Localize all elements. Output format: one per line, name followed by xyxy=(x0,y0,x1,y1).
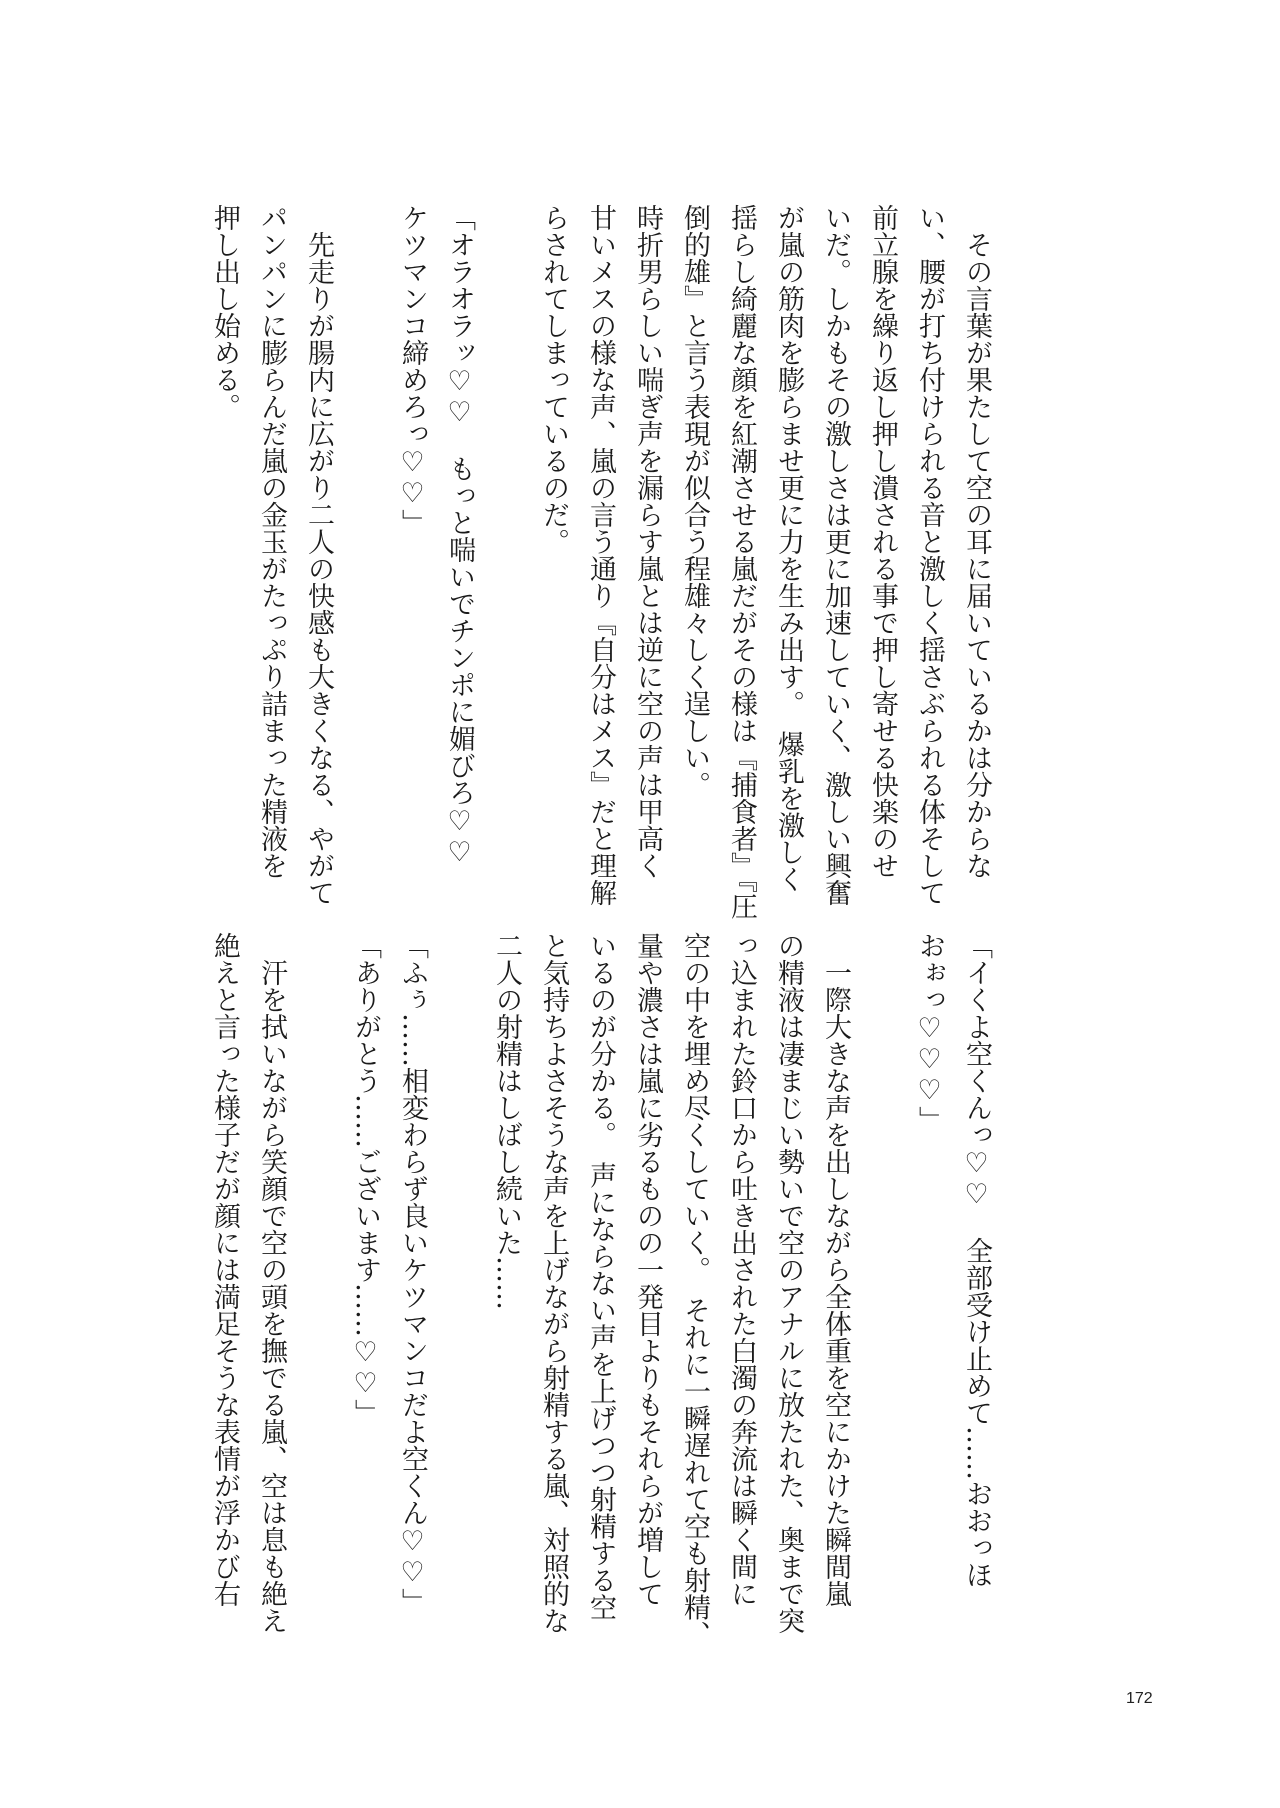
blank-column xyxy=(342,204,389,894)
page-number: 172 xyxy=(1126,1690,1153,1707)
dialogue-column: ケツマンコ締めろっ♡♡」 xyxy=(397,204,428,536)
blank-column xyxy=(483,204,530,894)
text-column: 揺らし綺麗な顔を紅潮させる嵐だがその様は『捕食者』『圧 xyxy=(726,204,757,920)
text-block-bottom xyxy=(200,932,1000,1648)
text-column: 前立腺を繰り返し押し潰される事で押し寄せる快楽のせ xyxy=(867,204,898,879)
text-column: 甘いメスの様な声、嵐の言う通り『自分はメス』だと理解 xyxy=(585,204,616,906)
text-column: と気持ちよさそうな声を上げながら射精する嵐、対照的な xyxy=(538,932,569,1634)
text-column: 空の中を埋め尽くしていく。 それに一瞬遅れて空も射精、 xyxy=(679,932,710,1648)
text-column: 押し出し始める。 xyxy=(209,204,240,420)
blank-column xyxy=(295,932,342,1622)
text-column: パンパンに膨らんだ嵐の金玉がたっぷり詰まった精液を xyxy=(256,204,287,879)
dialogue-column: 「オラオラッ♡♡ もっと喘いでチンポに媚びろ♡♡ xyxy=(444,204,475,868)
text-block-top xyxy=(200,204,1000,920)
text-column: 先走りが腸内に広がり二人の快感も大きくなる、やがて xyxy=(303,204,334,906)
text-column: っ込まれた鈴口から吐き出された白濁の奔流は瞬く間に xyxy=(726,932,757,1607)
text-column: 倒的雄』と言う表現が似合う程雄々しく逞しい。 xyxy=(679,204,710,798)
text-column: 絶えと言った様子だが顔には満足そうな表情が浮かび右 xyxy=(209,932,240,1607)
dialogue-column: 「ふぅ……相変わらず良いケツマンコだよ空くん♡♡」 xyxy=(397,932,428,1615)
text-column: 一際大きな声を出しながら全体重を空にかけた瞬間嵐 xyxy=(820,932,851,1607)
text-column: の精液は凄まじい勢いで空のアナルに放たれた、奥まで突 xyxy=(773,932,804,1634)
text-column: いるのが分かる。 声にならない声を上げつつ射精する空 xyxy=(585,932,616,1621)
text-column: 汗を拭いながら笑顔で空の頭を撫でる嵐、空は息も絶え xyxy=(256,932,287,1634)
text-column: 二人の射精はしばし続いた…… xyxy=(491,932,522,1310)
blank-column xyxy=(436,932,483,1622)
text-column: 量や濃さは嵐に劣るものの一発目よりもそれらが増して xyxy=(632,932,663,1607)
dialogue-column: 「イくよ空くんっ♡♡ 全部受け止めて……おおっほ xyxy=(961,932,992,1588)
text-column: その言葉が果たして空の耳に届いているかは分からな xyxy=(961,204,992,879)
dialogue-column: おぉっ♡♡♡」 xyxy=(914,932,945,1133)
text-column: が嵐の筋肉を膨らませ更に力を生み出す。 爆乳を激しく xyxy=(773,204,804,893)
text-column: いだ。しかもその激しさは更に加速していく、激しい興奮 xyxy=(820,204,851,906)
text-column: い、腰が打ち付けられる音と激しく揺さぶられる体そして xyxy=(914,204,945,906)
text-column: 時折男らしい喘ぎ声を漏らす嵐とは逆に空の声は甲高く xyxy=(632,204,663,879)
dialogue-column: 「ありがとう……ございます……♡♡」 xyxy=(350,932,381,1426)
blank-column xyxy=(859,932,906,1622)
text-column: らされてしまっているのだ。 xyxy=(538,204,569,555)
